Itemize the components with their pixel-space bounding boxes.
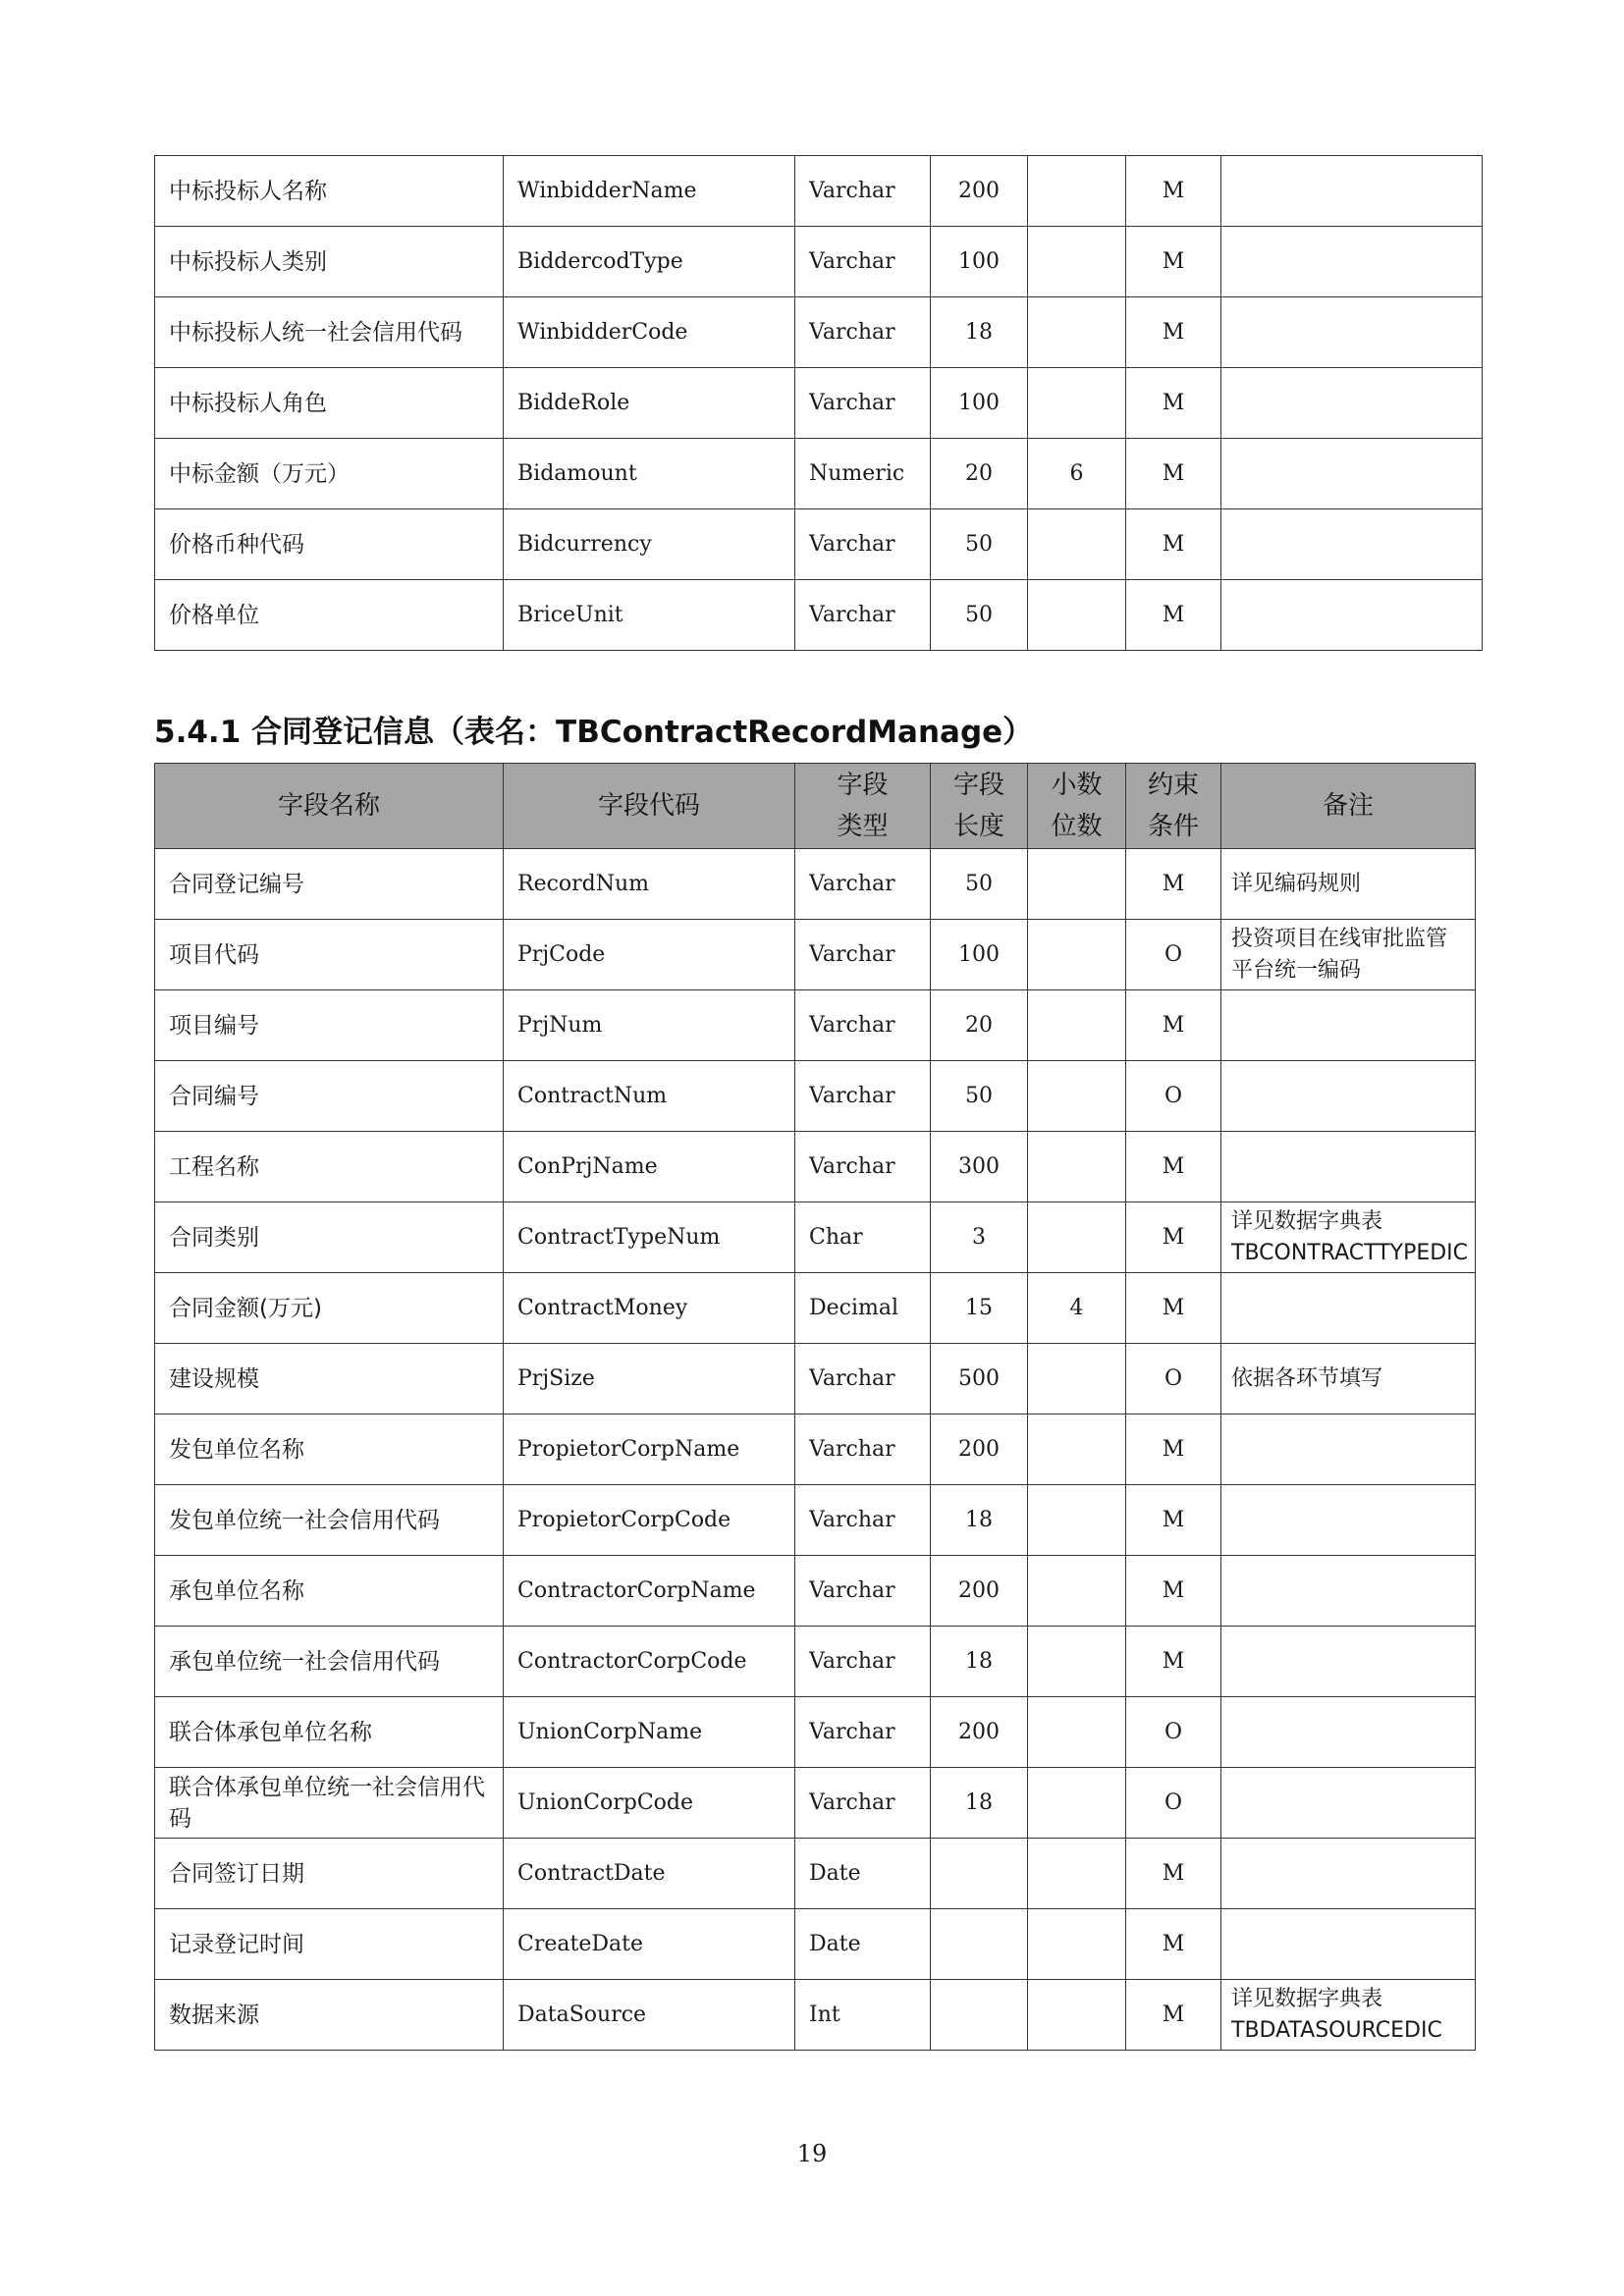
decimals-cell [1028,920,1126,990]
field-name-cell: 发包单位统一社会信用代码 [155,1485,504,1556]
field-code-cell: PrjNum [504,990,795,1061]
field-name-cell: 中标投标人类别 [155,227,504,297]
constraint-cell: M [1126,227,1221,297]
decimals-cell [1028,509,1126,580]
table-row [155,1273,1476,1344]
field-type-cell: Varchar [795,1061,931,1132]
decimals-cell [1028,1627,1126,1697]
constraint-cell: M [1126,1202,1221,1273]
decimals-cell [1028,1839,1126,1909]
decimals-cell [1028,1980,1126,2051]
decimals-cell [1028,297,1126,368]
field-type-cell: Varchar [795,1627,931,1697]
note-cell [1221,1839,1476,1909]
field-code-cell: PropietorCorpName [504,1415,795,1485]
field-length-cell: 18 [931,1627,1028,1697]
table-row [155,227,1483,297]
note-cell [1221,1132,1476,1202]
table-row [155,1909,1476,1980]
field-code-cell: Bidamount [504,439,795,509]
note-cell [1221,297,1483,368]
table-row [155,1556,1476,1627]
constraint-cell: M [1126,1485,1221,1556]
decimals-cell: 6 [1028,439,1126,509]
table-row [155,1768,1476,1839]
table-row [155,580,1483,651]
constraint-cell: O [1126,1344,1221,1415]
note-cell [1221,439,1483,509]
table-row [155,1344,1476,1415]
field-name-cell: 工程名称 [155,1132,504,1202]
field-code-cell: PropietorCorpCode [504,1485,795,1556]
decimals-cell [1028,1909,1126,1980]
field-name-cell: 合同登记编号 [155,849,504,920]
header-constraint [1126,764,1221,849]
field-type-cell: Varchar [795,1485,931,1556]
field-type-cell: Varchar [795,1415,931,1485]
header-field-type-line2: 类型 [837,812,889,841]
field-name-cell: 项目代码 [155,920,504,990]
field-type-cell: Varchar [795,849,931,920]
field-name-cell: 合同编号 [155,1061,504,1132]
table-row [155,1485,1476,1556]
field-name-cell: 承包单位名称 [155,1556,504,1627]
constraint-cell: M [1126,297,1221,368]
field-type-cell: Varchar [795,156,931,227]
table-row [155,156,1483,227]
decimals-cell [1028,1697,1126,1768]
decimals-cell [1028,1556,1126,1627]
note-cell [1221,1697,1476,1768]
field-type-cell: Varchar [795,580,931,651]
section-heading: 5.4.1 合同登记信息（表名：TBContractRecordManage） [154,715,1034,750]
field-name-cell: 中标投标人统一社会信用代码 [155,297,504,368]
constraint-cell: O [1126,1697,1221,1768]
table-row [155,1627,1476,1697]
field-type-cell: Varchar [795,990,931,1061]
field-code-cell: WinbidderName [504,156,795,227]
table-row [155,439,1483,509]
field-name-cell: 记录登记时间 [155,1909,504,1980]
field-length-cell: 100 [931,920,1028,990]
constraint-cell: O [1126,920,1221,990]
note-cell [1221,227,1483,297]
header-constraint-line1: 约束 [1147,771,1199,800]
field-name-cell: 承包单位统一社会信用代码 [155,1627,504,1697]
note-cell [1221,156,1483,227]
constraint-cell: M [1126,509,1221,580]
note-cell [1221,509,1483,580]
note-cell [1221,368,1483,439]
note-cell [1221,580,1483,651]
decimals-cell [1028,1415,1126,1485]
constraint-cell: M [1126,1909,1221,1980]
field-name-cell: 建设规模 [155,1344,504,1415]
note-cell [1221,1273,1476,1344]
field-code-cell: ContractNum [504,1061,795,1132]
table-row [155,1061,1476,1132]
field-name-cell: 价格币种代码 [155,509,504,580]
page-number: 19 [796,2140,828,2167]
table-row [155,297,1483,368]
field-type-cell: Varchar [795,509,931,580]
field-type-cell: Varchar [795,368,931,439]
decimals-cell [1028,227,1126,297]
field-code-cell: Bidcurrency [504,509,795,580]
field-type-cell: Numeric [795,439,931,509]
field-name-cell: 发包单位名称 [155,1415,504,1485]
main-table-body [155,849,1476,2051]
header-field-type [795,764,931,849]
table-row [155,368,1483,439]
field-length-cell: 500 [931,1344,1028,1415]
header-decimals-line1: 小数 [1051,771,1103,800]
header-decimals-line2: 位数 [1051,812,1103,841]
field-length-cell: 18 [931,1768,1028,1839]
constraint-cell: M [1126,156,1221,227]
decimals-cell [1028,1344,1126,1415]
note-cell: 详见数据字典表TBCONTRACTTYPEDIC [1221,1202,1476,1273]
field-length-cell: 100 [931,368,1028,439]
field-length-cell: 50 [931,580,1028,651]
constraint-cell: M [1126,1273,1221,1344]
constraint-cell: O [1126,1768,1221,1839]
constraint-cell: M [1126,1132,1221,1202]
field-length-cell: 50 [931,849,1028,920]
table-row [155,849,1476,920]
field-length-cell: 100 [931,227,1028,297]
field-length-cell: 20 [931,439,1028,509]
field-code-cell: ContractTypeNum [504,1202,795,1273]
field-name-cell: 中标投标人角色 [155,368,504,439]
constraint-cell: M [1126,849,1221,920]
note-cell [1221,1909,1476,1980]
field-code-cell: UnionCorpCode [504,1768,795,1839]
field-code-cell: PrjCode [504,920,795,990]
field-type-cell: Varchar [795,1132,931,1202]
field-name-cell: 项目编号 [155,990,504,1061]
note-cell [1221,1768,1476,1839]
note-cell [1221,990,1476,1061]
table-row [155,1980,1476,2051]
constraint-cell: M [1126,990,1221,1061]
note-cell: 详见数据字典表TBDATASOURCEDIC [1221,1980,1476,2051]
field-code-cell: ContractDate [504,1839,795,1909]
field-length-cell: 20 [931,990,1028,1061]
decimals-cell [1028,1768,1126,1839]
field-length-cell: 50 [931,509,1028,580]
header-field-length [931,764,1028,849]
field-length-cell: 200 [931,1556,1028,1627]
note-cell [1221,1556,1476,1627]
field-length-cell: 18 [931,1485,1028,1556]
table-row [155,1202,1476,1273]
constraint-cell: M [1126,368,1221,439]
table-row [155,1697,1476,1768]
field-code-cell: BriceUnit [504,580,795,651]
table-row [155,509,1483,580]
field-code-cell: WinbidderCode [504,297,795,368]
field-name-cell: 价格单位 [155,580,504,651]
field-type-cell: Date [795,1839,931,1909]
note-cell: 依据各环节填写 [1221,1344,1476,1415]
field-type-cell: Char [795,1202,931,1273]
field-code-cell: ConPrjName [504,1132,795,1202]
field-length-cell: 50 [931,1061,1028,1132]
decimals-cell [1028,1485,1126,1556]
note-cell: 投资项目在线审批监管平台统一编码 [1221,920,1476,990]
field-name-cell: 中标投标人名称 [155,156,504,227]
field-type-cell: Varchar [795,1556,931,1627]
field-length-cell: 18 [931,297,1028,368]
table-row [155,920,1476,990]
field-name-cell: 合同金额(万元) [155,1273,504,1344]
header-constraint-line2: 条件 [1147,812,1199,841]
decimals-cell [1028,1061,1126,1132]
field-code-cell: ContractorCorpCode [504,1627,795,1697]
constraint-cell: M [1126,580,1221,651]
constraint-cell: M [1126,1980,1221,2051]
field-name-cell: 联合体承包单位名称 [155,1697,504,1768]
field-code-cell: BiddercodType [504,227,795,297]
field-name-cell: 联合体承包单位统一社会信用代码 [155,1768,504,1839]
header-decimals [1028,764,1126,849]
header-field-code: 字段代码 [504,764,795,849]
field-name-cell: 数据来源 [155,1980,504,2051]
field-code-cell: RecordNum [504,849,795,920]
field-name-cell: 合同类别 [155,1202,504,1273]
table-header-row [155,764,1476,849]
note-cell [1221,1485,1476,1556]
note-cell [1221,1627,1476,1697]
field-code-cell: CreateDate [504,1909,795,1980]
field-code-cell: UnionCorpName [504,1697,795,1768]
decimals-cell [1028,1132,1126,1202]
field-type-cell: Date [795,1909,931,1980]
header-field-length-line1: 字段 [952,771,1004,800]
table-row [155,1132,1476,1202]
field-name-cell: 合同签订日期 [155,1839,504,1909]
field-length-cell: 200 [931,1415,1028,1485]
field-type-cell: Varchar [795,1697,931,1768]
field-type-cell: Varchar [795,1344,931,1415]
field-name-cell: 中标金额（万元） [155,439,504,509]
decimals-cell [1028,990,1126,1061]
field-length-cell: 300 [931,1132,1028,1202]
table-row [155,990,1476,1061]
constraint-cell: M [1126,1627,1221,1697]
note-cell [1221,1061,1476,1132]
decimals-cell [1028,1202,1126,1273]
note-cell [1221,1415,1476,1485]
decimals-cell [1028,849,1126,920]
header-note: 备注 [1221,764,1476,849]
table-row [155,1415,1476,1485]
constraint-cell: M [1126,1556,1221,1627]
continued-field-table [154,155,1483,651]
constraint-cell: M [1126,1415,1221,1485]
constraint-cell: O [1126,1061,1221,1132]
header-field-name: 字段名称 [155,764,504,849]
decimals-cell [1028,156,1126,227]
field-code-cell: ContractMoney [504,1273,795,1344]
contract-record-table [154,763,1476,2051]
decimals-cell [1028,368,1126,439]
field-code-cell: PrjSize [504,1344,795,1415]
continued-table-body [155,156,1483,651]
field-type-cell: Varchar [795,297,931,368]
field-type-cell: Int [795,1980,931,2051]
field-length-cell: 15 [931,1273,1028,1344]
field-code-cell: ContractorCorpName [504,1556,795,1627]
field-type-cell: Varchar [795,920,931,990]
field-length-cell: 3 [931,1202,1028,1273]
decimals-cell [1028,580,1126,651]
field-type-cell: Varchar [795,1768,931,1839]
field-length-cell: 200 [931,1697,1028,1768]
field-type-cell: Varchar [795,227,931,297]
field-length-cell [931,1980,1028,2051]
decimals-cell: 4 [1028,1273,1126,1344]
constraint-cell: M [1126,1839,1221,1909]
field-length-cell: 200 [931,156,1028,227]
field-length-cell [931,1909,1028,1980]
table-row [155,1839,1476,1909]
field-code-cell: BiddeRole [504,368,795,439]
field-type-cell: Decimal [795,1273,931,1344]
field-code-cell: DataSource [504,1980,795,2051]
note-cell: 详见编码规则 [1221,849,1476,920]
field-length-cell [931,1839,1028,1909]
header-field-type-line1: 字段 [837,771,889,800]
header-field-length-line2: 长度 [952,812,1004,841]
constraint-cell: M [1126,439,1221,509]
